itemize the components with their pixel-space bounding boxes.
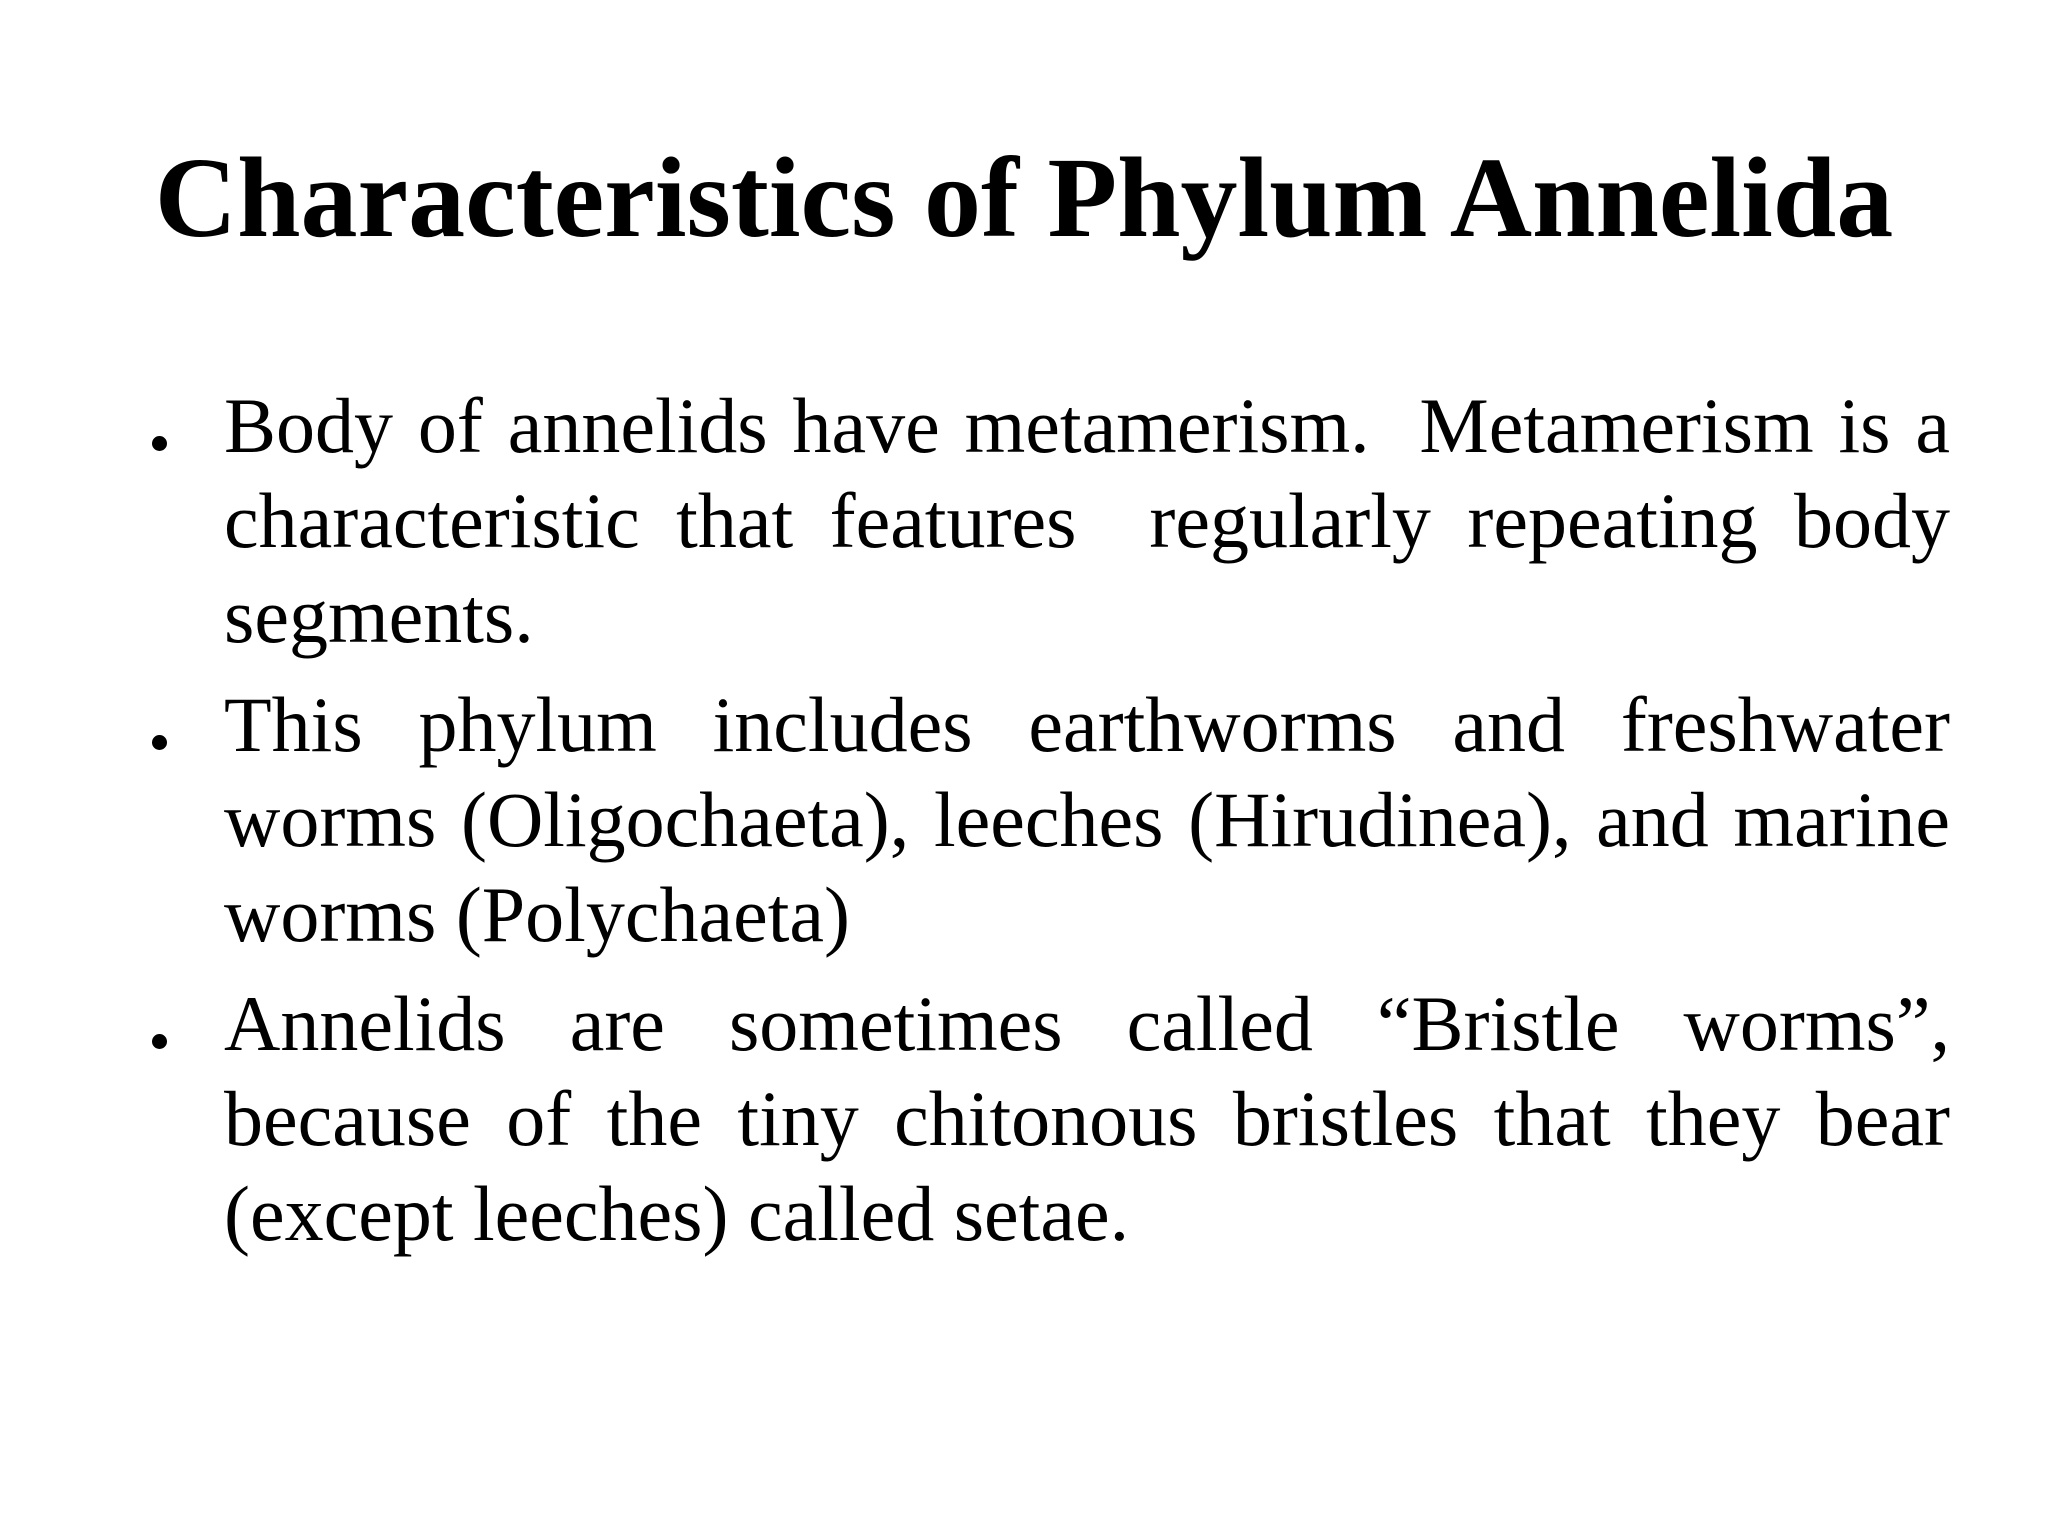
bullet-dot-icon [152,436,167,451]
bullet-dot-icon [152,1034,167,1049]
bullet-text: Body of annelids have metamerism. Metamerism is a characteristic that features regularly repeating body segments. [224,382,1970,659]
bullet-dot-icon [152,735,167,750]
slide-title: Characteristics of Phylum Annelida [154,134,1894,261]
bullet-list [142,378,1970,1275]
bullet-item-bristle-worms [142,976,1970,1261]
bullet-item-classes [142,677,1970,962]
bullet-item-metamerism [142,378,1970,663]
bullet-text: This phylum includes earthworms and freshwater worms (Oligochaeta), leeches (Hirudinea), and marine worms (Polychaeta) [224,681,1970,958]
bullet-text: Annelids are sometimes called “Bristle worms”, because of the tiny chitonous bristles that they bear (except leeches) called setae. [224,980,1970,1257]
